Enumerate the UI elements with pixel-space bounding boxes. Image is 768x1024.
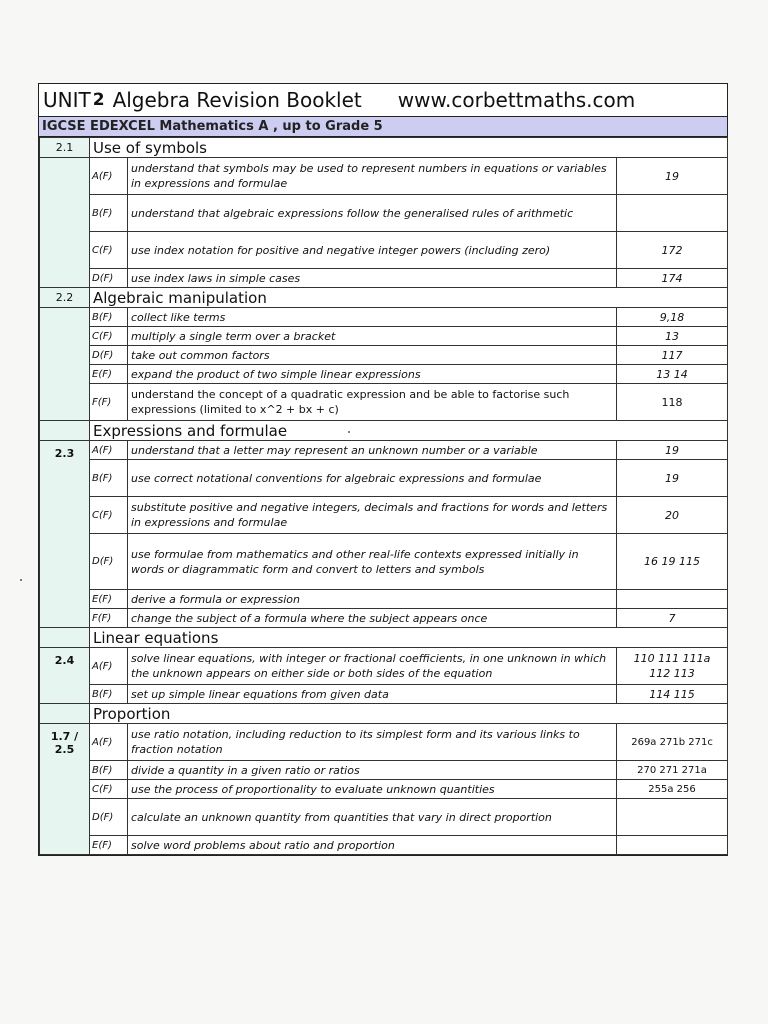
objective-row <box>40 780 728 799</box>
objective-row <box>40 441 728 460</box>
objective-description: derive a formula or expression <box>128 590 617 609</box>
section-sidebar <box>40 158 90 288</box>
exercise-references: 270 271 271a <box>617 761 728 780</box>
objective-code: E(F) <box>90 836 128 855</box>
exercise-references <box>617 836 728 855</box>
objective-row <box>40 384 728 421</box>
objective-description: understand that symbols may be used to represent numbers in equations or variables in expressions and formulae <box>128 158 617 195</box>
objective-code: B(F) <box>90 195 128 232</box>
objective-description: use correct notational conventions for algebraic expressions and formulae <box>128 460 617 497</box>
objective-row <box>40 308 728 327</box>
objective-row <box>40 648 728 685</box>
scan-speck <box>348 431 350 433</box>
section-reference: 2.1 <box>40 138 90 158</box>
section-reference-spacer <box>40 704 90 724</box>
objective-row <box>40 685 728 704</box>
section-reference-spacer <box>40 421 90 441</box>
objective-description: expand the product of two simple linear expressions <box>128 365 617 384</box>
section-reference-spacer <box>40 628 90 648</box>
section-header-row <box>40 288 728 308</box>
objective-code: C(F) <box>90 327 128 346</box>
objective-description: set up simple linear equations from given data <box>128 685 617 704</box>
objective-description: collect like terms <box>128 308 617 327</box>
objective-description: divide a quantity in a given ratio or ratios <box>128 761 617 780</box>
objective-code: D(F) <box>90 534 128 590</box>
booklet-title: Algebra Revision Booklet <box>112 88 362 112</box>
unit-number: 2 <box>92 90 105 110</box>
objective-code: A(F) <box>90 724 128 761</box>
objective-row <box>40 346 728 365</box>
scan-speck <box>20 579 22 581</box>
section-title: Linear equations <box>90 628 728 648</box>
objective-description: multiply a single term over a bracket <box>128 327 617 346</box>
objective-row <box>40 327 728 346</box>
exercise-references: 19 <box>617 158 728 195</box>
exercise-references: 269a 271b 271c <box>617 724 728 761</box>
section-header-row <box>40 138 728 158</box>
objective-description: solve word problems about ratio and proportion <box>128 836 617 855</box>
objective-description: take out common factors <box>128 346 617 365</box>
exercise-references: 255a 256 <box>617 780 728 799</box>
objective-description: understand the concept of a quadratic expression and be able to factorise such expressions (limited to x^2 + bx + c) <box>128 384 617 421</box>
objective-row <box>40 365 728 384</box>
website-text: www.corbettmaths.com <box>397 88 636 112</box>
exercise-references <box>617 590 728 609</box>
section-title: Proportion <box>90 704 728 724</box>
section-title: Algebraic manipulation <box>90 288 728 308</box>
objective-description: use index laws in simple cases <box>128 269 617 288</box>
objective-description: solve linear equations, with integer or fractional coefficients, in one unknown in which the unknown appears on either side or both sides of the equation <box>128 648 617 685</box>
objectives-table <box>39 137 728 855</box>
objective-row <box>40 460 728 497</box>
objective-description: understand that a letter may represent an unknown number or a variable <box>128 441 617 460</box>
objective-description: understand that algebraic expressions follow the generalised rules of arithmetic <box>128 195 617 232</box>
objective-code: A(F) <box>90 648 128 685</box>
objective-row <box>40 269 728 288</box>
exercise-references: 117 <box>617 346 728 365</box>
objective-description: use ratio notation, including reduction to its simplest form and its various links to fraction notation <box>128 724 617 761</box>
objective-row <box>40 761 728 780</box>
objective-description: calculate an unknown quantity from quantities that vary in direct proportion <box>128 799 617 836</box>
objective-row <box>40 158 728 195</box>
section-reference: 1.7 / 2.5 <box>40 724 90 855</box>
exercise-references: 7 <box>617 609 728 628</box>
exercise-references <box>617 799 728 836</box>
objective-code: D(F) <box>90 269 128 288</box>
exercise-references: 19 <box>617 460 728 497</box>
exercise-references: 172 <box>617 232 728 269</box>
exercise-references: 13 14 <box>617 365 728 384</box>
exercise-references: 118 <box>617 384 728 421</box>
section-title: Expressions and formulae <box>90 421 728 441</box>
objective-code: A(F) <box>90 158 128 195</box>
section-reference: 2.2 <box>40 288 90 308</box>
exercise-references: 13 <box>617 327 728 346</box>
objective-code: C(F) <box>90 232 128 269</box>
section-header-row <box>40 421 728 441</box>
objective-code: C(F) <box>90 780 128 799</box>
objective-row <box>40 724 728 761</box>
section-header-row <box>40 628 728 648</box>
objective-code: C(F) <box>90 497 128 534</box>
section-header-row <box>40 704 728 724</box>
objective-code: D(F) <box>90 799 128 836</box>
objective-code: F(F) <box>90 384 128 421</box>
objective-row <box>40 799 728 836</box>
exercise-references: 19 <box>617 441 728 460</box>
objective-code: B(F) <box>90 685 128 704</box>
objective-row <box>40 232 728 269</box>
objective-row <box>40 590 728 609</box>
objective-description: use the process of proportionality to evaluate unknown quantities <box>128 780 617 799</box>
title-row <box>39 84 727 117</box>
objective-code: F(F) <box>90 609 128 628</box>
section-reference: 2.3 <box>40 441 90 628</box>
objective-code: A(F) <box>90 441 128 460</box>
exercise-references: 174 <box>617 269 728 288</box>
exercise-references: 114 115 <box>617 685 728 704</box>
section-title: Use of symbols <box>90 138 728 158</box>
exercise-references <box>617 195 728 232</box>
exercise-references: 20 <box>617 497 728 534</box>
objective-description: change the subject of a formula where the subject appears once <box>128 609 617 628</box>
unit-label: UNIT <box>43 88 91 112</box>
revision-booklet-sheet <box>38 83 728 856</box>
exercise-references: 110 111 111a 112 113 <box>617 648 728 685</box>
objective-row <box>40 836 728 855</box>
objective-row <box>40 534 728 590</box>
objective-row <box>40 609 728 628</box>
objective-code: B(F) <box>90 761 128 780</box>
objective-code: E(F) <box>90 365 128 384</box>
objective-code: B(F) <box>90 308 128 327</box>
section-reference: 2.4 <box>40 648 90 704</box>
objective-description: use index notation for positive and negative integer powers (including zero) <box>128 232 617 269</box>
objective-description: use formulae from mathematics and other real-life contexts expressed initially in words or diagrammatic form and convert to letters and symbols <box>128 534 617 590</box>
objective-code: B(F) <box>90 460 128 497</box>
objective-code: D(F) <box>90 346 128 365</box>
objective-code: E(F) <box>90 590 128 609</box>
objective-description: substitute positive and negative integers, decimals and fractions for words and letters in expressions and formulae <box>128 497 617 534</box>
course-subtitle: IGCSE EDEXCEL Mathematics A , up to Grade 5 <box>39 117 727 137</box>
section-sidebar <box>40 308 90 421</box>
exercise-references: 16 19 115 <box>617 534 728 590</box>
objective-row <box>40 195 728 232</box>
exercise-references: 9,18 <box>617 308 728 327</box>
objective-row <box>40 497 728 534</box>
